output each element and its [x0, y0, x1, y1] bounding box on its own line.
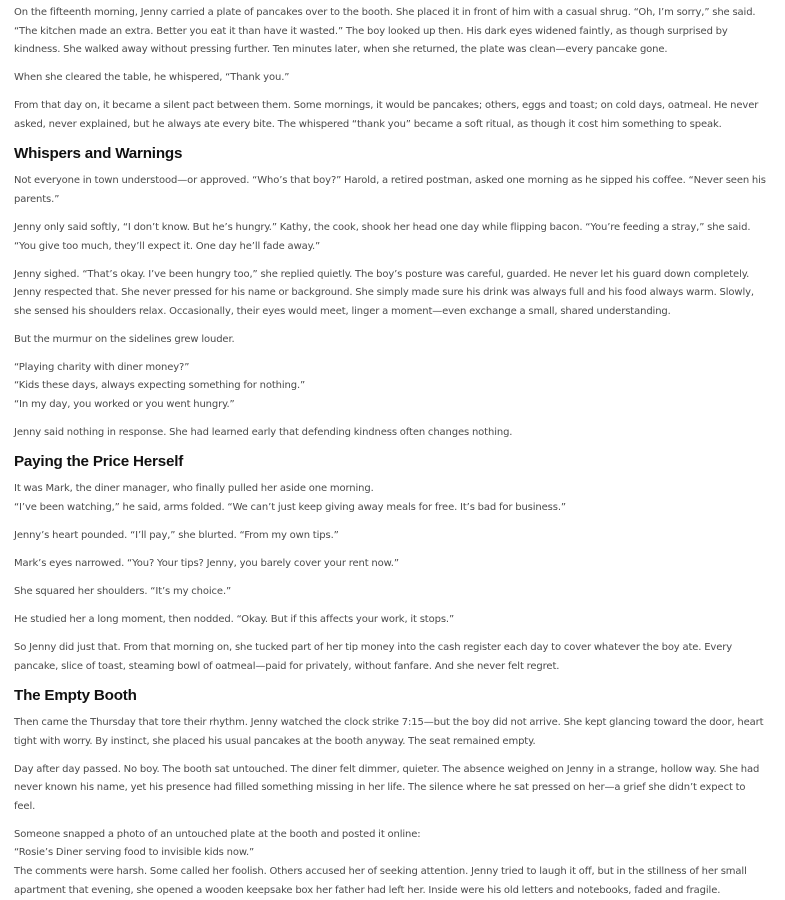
lead-block	[14, 480, 766, 517]
final-block	[14, 826, 766, 900]
paragraph: He studied her a long moment, then nodded. “Okay. But if this affects your work, it stops.”	[14, 613, 455, 625]
lead-line: “I’ve been watching,” he said, arms folded. “We can’t just keep giving away meals for free. It’s bad for business.”	[14, 502, 566, 514]
paragraph: Jenny’s heart pounded. “I’ll pay,” she blurted. “From my own tips.”	[14, 530, 339, 541]
paragraph: Mark’s eyes narrowed. “You? Your tips? Jenny, you barely cover your rent now.”	[14, 557, 399, 569]
final-line: Someone snapped a photo of an untouched plate at the booth and posted it online:	[14, 828, 421, 840]
paragraph: On the fifteenth morning, Jenny carried a plate of pancakes over to the booth. She placed it in front of him with a casual shrug. “Oh, I’m sorry,” she said. “The kitchen made an extra. Better you eat it than have it wasted.” The boy looked up then. His dark eyes widened faintly, as though surprised by kindness. She walked away without pressing further. Ten minutes later, when she returned, the plate was clean—every pancake gone.	[14, 7, 756, 56]
paragraph: When she cleared the table, he whispered, “Thank you.”	[14, 72, 290, 84]
lead-line: It was Mark, the diner manager, who finally pulled her aside one morning.	[14, 483, 374, 495]
paragraph: From that day on, it became a silent pact between them. Some mornings, it would be pancakes; others, eggs and toast; on cold days, oatmeal. He never asked, never explained, but he always ate every bite. The whispered “thank you” became a soft ritual, as though it cost him something to speak.	[14, 100, 759, 130]
quote-line: “Kids these days, always expecting something for nothing.”	[14, 380, 306, 392]
section-heading: Whispers and Warnings	[14, 145, 183, 163]
paragraph: So Jenny did just that. From that morning on, she tucked part of her tip money into the cash register each day to cover whatever the boy ate. Every pancake, slice of toast, steaming bowl of oatmeal—paid for privately, without fanfare. And she never felt regret.	[14, 641, 733, 672]
paragraph: Then came the Thursday that tore their rhythm. Jenny watched the clock strike 7:15—but the boy did not arrive. She kept glancing toward the door, heart tight with worry. By instinct, she placed his usual pancakes at the booth anyway. The seat remained empty.	[14, 717, 764, 747]
paragraph: Jenny said nothing in response. She had learned early that defending kindness often changes nothing.	[14, 426, 513, 438]
paragraph: Day after day passed. No boy. The booth sat untouched. The diner felt dimmer, quieter. The absence weighed on Jenny in a strange, hollow way. She had never known his name, yet his presence had filled something missing in her life. The silence where he sat pressed on her—a grief she didn’t expect to feel.	[14, 763, 760, 812]
section-heading: Paying the Price Herself	[14, 453, 184, 471]
quote-block	[14, 359, 766, 415]
final-line: “Rosie’s Diner serving food to invisible kids now.”	[14, 847, 255, 859]
quote-line: “Playing charity with diner money?”	[14, 361, 190, 373]
paragraph: Jenny sighed. “That’s okay. I’ve been hungry too,” she replied quietly. The boy’s posture was careful, guarded. He never let his guard down completely. Jenny respected that. She never pressed for his name or background. She simply made sure his drink was always full and his food always warm. Slowly, she sensed his shoulders relax. Occasionally, their eyes would meet, linger a moment—even exchange a small, shared understanding.	[14, 268, 754, 317]
final-line: The comments were harsh. Some called her foolish. Others accused her of seeking attention. Jenny tried to laugh it off, but in the stillness of her small apartment that evening, she opened a wooden keepsake box her father had left her. Inside were his old letters and notebooks, faded and fragile.	[14, 866, 747, 896]
paragraph: Not everyone in town understood—or approved. “Who’s that boy?” Harold, a retired postman, asked one morning as he sipped his coffee. “Never seen his parents.”	[14, 175, 766, 205]
paragraph: Jenny only said softly, “I don’t know. But he’s hungry.” Kathy, the cook, shook her head one day while flipping bacon. “You’re feeding a stray,” she said. “You give too much, they’ll expect it. One day he’ll fade away.”	[14, 221, 751, 252]
paragraph: But the murmur on the sidelines grew louder.	[14, 333, 235, 345]
section-heading: The Empty Booth	[14, 687, 137, 705]
paragraph: She squared her shoulders. “It’s my choice.”	[14, 585, 232, 597]
article-body	[14, 0, 766, 900]
quote-line: “In my day, you worked or you went hungry.”	[14, 398, 235, 410]
